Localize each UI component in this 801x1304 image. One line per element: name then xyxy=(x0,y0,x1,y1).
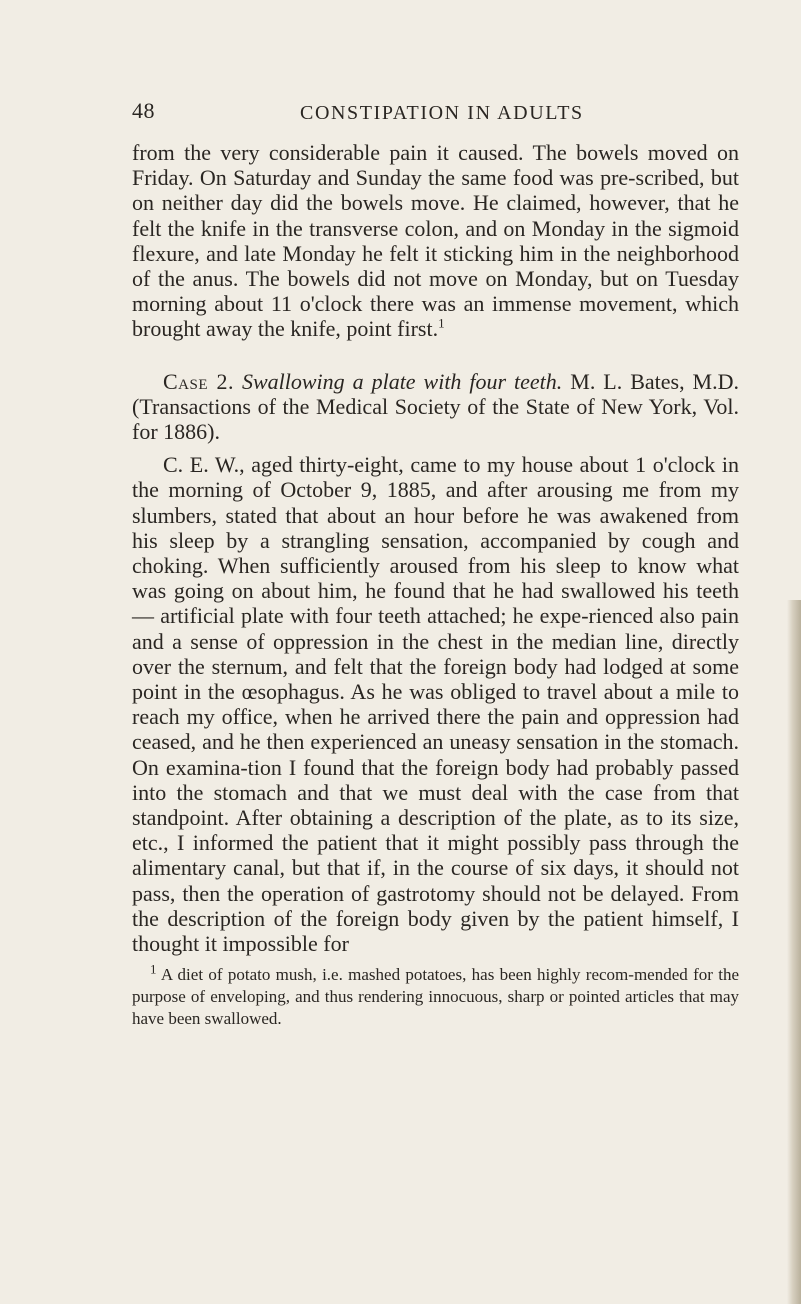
case-label: Case 2. xyxy=(163,368,234,394)
paragraph-continuation xyxy=(132,140,739,342)
case-paragraph xyxy=(132,452,739,956)
page-header xyxy=(0,98,801,128)
footnote xyxy=(132,961,739,1030)
footnote-reference: 1 xyxy=(438,316,445,332)
case-title: Swallowing a plate with four teeth. xyxy=(241,368,563,394)
footnote-text: A diet of potato mush, i.e. mashed potatoes, has been highly recom-mended for the purpose of enveloping, and thus rendering innocuous, sharp or pointed articles that may have been swallowed. xyxy=(132,965,739,1029)
running-head: CONSTIPATION IN ADULTS xyxy=(300,102,584,124)
body-text xyxy=(132,140,739,1030)
case-source: M. L. Bates, M.D. (Transactions of the Medical Society of the State of New York, Vol. for 1886). xyxy=(132,368,739,445)
paragraph-text: C. E. W., aged thirty-eight, came to my house about 1 o'clock in the morning of October 9, 1885, and after arousing me from my slumbers, stated that about an hour before he was awakened from his sleep by a strangling sensation, accompanied by cough and choking. When sufficiently aroused from his sleep to know what was going on about him, he found that he had swallowed his teeth — artificial plate with four teeth attached; he expe-rienced also pain and a sense of oppression in the chest in the median line, directly over the sternum, and felt that the foreign body had lodged at some point in the œsophagus. As he was obliged to travel about a mile to reach my office, when he arrived there the pain and oppression had ceased, and he then experienced an uneasy sensation in the stomach. On examina-tion I found that the foreign body had probably passed into the stomach and that we must deal with the case from that standpoint. After obtaining a description of the plate, as to its size, etc., I informed the patient that it might possibly pass through the alimentary canal, but that if, in the course of six days, it should not pass, then the operation of gastrotomy should not be delayed. From the description of the foreign body given by the patient himself, I thought it impossible for xyxy=(132,452,739,957)
page-edge-shadow xyxy=(787,600,801,1304)
footnote-marker: 1 xyxy=(150,961,157,977)
page-number: 48 xyxy=(132,98,155,123)
paragraph-text: from the very considerable pain it caused. The bowels moved on Friday. On Saturday and Sunday the same food was pre-scribed, but on neither day did the bowels move. He claimed, however, that he felt the knife in the transverse colon, and on Monday in the sigmoid flexure, and late Monday he felt it sticking him in the neighborhood of the anus. The bowels did not move on Monday, but on Tuesday morning about 11 o'clock there was an immense movement, which brought away the knife, point first. xyxy=(132,140,739,342)
footnote-block xyxy=(132,961,739,1030)
case-heading xyxy=(132,369,739,445)
